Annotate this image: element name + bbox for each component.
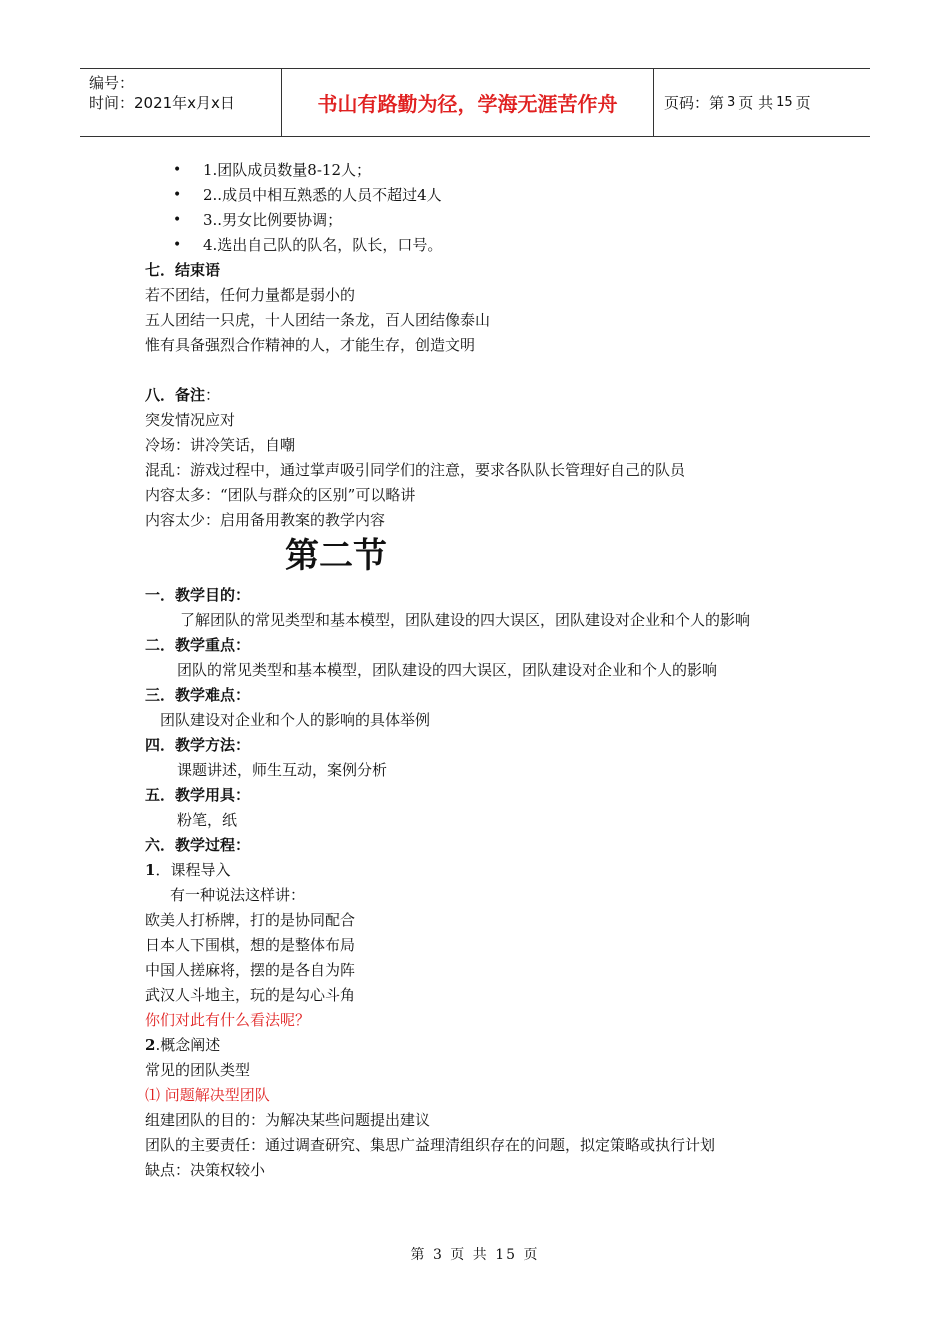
- paragraph: 团队建设对企业和个人的影响的具体举例: [160, 711, 431, 729]
- header-meta: [80, 69, 282, 136]
- list-item: • 3..男女比例要协调；: [145, 208, 825, 233]
- heading-notes: 八．备注：: [145, 386, 221, 404]
- heading-methods: 四．教学方法：: [145, 736, 251, 754]
- paragraph: 常见的团队类型: [145, 1061, 251, 1079]
- paragraph: 内容太少：启用备用教案的教学内容: [145, 511, 386, 529]
- heading-objective: 一．教学目的：: [145, 586, 251, 604]
- paragraph: 课题讲述，师生互动，案例分析: [177, 761, 388, 779]
- step-concept: 2.概念阐述: [145, 1036, 221, 1054]
- paragraph: 五人团结一只虎，十人团结一条龙，百人团结像泰山: [145, 311, 491, 329]
- list-item: • 2..成员中相互熟悉的人员不超过4人: [145, 183, 825, 208]
- paragraph: 突发情况应对: [145, 411, 236, 429]
- heading-process: 六．教学过程：: [145, 836, 251, 854]
- heading-closing: 七．结束语: [145, 261, 221, 279]
- question: 你们对此有什么看法呢？: [145, 1011, 311, 1029]
- paragraph: 了解团队的常见类型和基本模型，团队建设的四大误区，团队建设对企业和个人的影响: [180, 611, 751, 629]
- paragraph: 内容太多：“团队与群众的区别”可以略讲: [145, 486, 416, 504]
- list-item: • 4.选出自己队的队名，队长，口号。: [145, 233, 825, 258]
- paragraph: 有一种说法这样讲：: [170, 886, 306, 904]
- paragraph: 冷场：讲冷笑话，自嘲: [145, 436, 296, 454]
- page-footer: 第 3 页 共 15 页: [410, 1247, 540, 1263]
- page-current: 3: [727, 95, 736, 110]
- paragraph: 若不团结，任何力量都是弱小的: [145, 286, 356, 304]
- header-page-info: 页码：第 3 页 共 15 页: [664, 94, 811, 112]
- page-total: 15: [776, 95, 793, 110]
- paragraph: 缺点：决策权较小: [145, 1161, 266, 1179]
- list-item: • 1.团队成员数量8-12人；: [145, 158, 825, 183]
- paragraph: 团队的常见类型和基本模型，团队建设的四大误区，团队建设对企业和个人的影响: [177, 661, 718, 679]
- paragraph: 粉笔，纸: [177, 811, 238, 829]
- paragraph: 惟有具备强烈合作精神的人，才能生存，创造文明: [145, 336, 476, 354]
- paragraph: 组建团队的目的：为解决某些问题提出建议: [145, 1111, 431, 1129]
- paragraph: 混乱：游戏过程中，通过掌声吸引同学们的注意，要求各队队长管理好自己的队员: [145, 461, 686, 479]
- document-body: [145, 158, 825, 1183]
- number-label: 编号：: [89, 74, 135, 92]
- step-intro: 1．课程导入: [145, 861, 231, 879]
- section-title: 第二节: [285, 536, 387, 576]
- heading-key-points: 二．教学重点：: [145, 636, 251, 654]
- heading-tools: 五．教学用具：: [145, 786, 251, 804]
- paragraph: 团队的主要责任：通过调查研究、集思广益理清组织存在的问题，拟定策略或执行计划: [145, 1136, 716, 1154]
- paragraph: 中国人搓麻将，摆的是各自为阵: [145, 961, 356, 979]
- paragraph: 武汉人斗地主，玩的是勾心斗角: [145, 986, 356, 1004]
- header-motto: 书山有路勤为径，学海无涯苦作舟: [282, 69, 654, 136]
- page-header: [80, 68, 870, 137]
- time-label: 时间：2021年x月x日: [89, 94, 235, 112]
- paragraph: 日本人下围棋，想的是整体布局: [145, 936, 356, 954]
- heading-difficulties: 三．教学难点：: [145, 686, 251, 704]
- team-type-heading: ⑴ 问题解决型团队: [145, 1086, 270, 1104]
- paragraph: 欧美人打桥牌，打的是协同配合: [145, 911, 356, 929]
